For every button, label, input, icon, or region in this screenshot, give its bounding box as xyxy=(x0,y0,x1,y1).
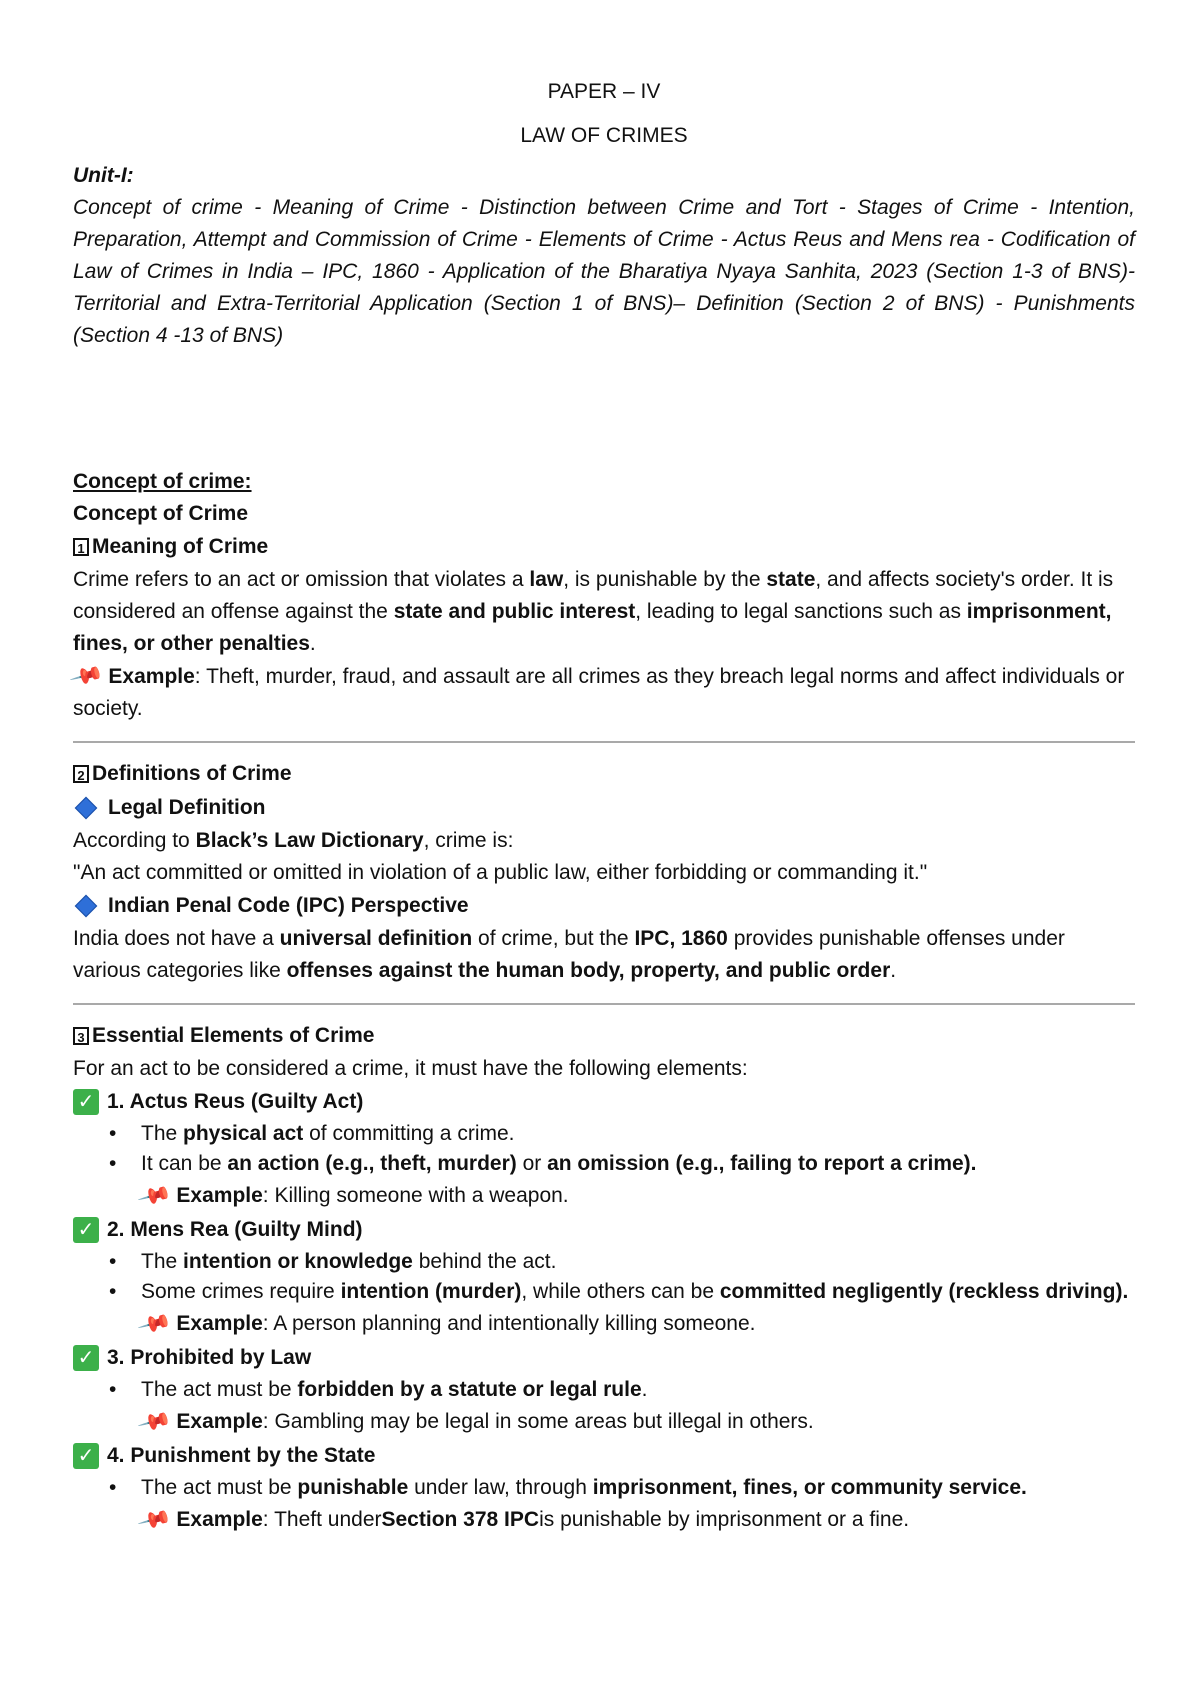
elements-intro: For an act to be considered a crime, it must have the following elements: xyxy=(73,1057,748,1080)
element-3-example: 📌 Example : Gambling may be legal in some areas but illegal in others. xyxy=(73,1405,1135,1439)
check-mark-icon: ✓ xyxy=(73,1345,99,1371)
definitions-heading xyxy=(73,757,1135,791)
element-4-list xyxy=(73,1473,1135,1503)
element-2-example: 📌 Example : A person planning and intentionally killing someone. xyxy=(73,1307,1135,1341)
ipc-perspective-heading: Indian Penal Code (IPC) Perspective xyxy=(73,889,1135,923)
subject-title: LAW OF CRIMES xyxy=(520,124,688,147)
divider xyxy=(73,1003,1135,1005)
pushpin-icon: 📌 xyxy=(136,1177,174,1214)
document-page xyxy=(68,70,1135,1538)
elements-heading xyxy=(73,1019,1135,1053)
list-item: • It can be an action (e.g., theft, murder) or an omission (e.g., failing to report a crime). xyxy=(141,1149,1135,1179)
list-item: • The act must be punishable under law, through imprisonment, fines, or community service. xyxy=(141,1473,1135,1503)
meaning-example: 📌 Example: Theft, murder, fraud, and assault are all crimes as they breach legal norms and affect individuals or society. xyxy=(73,660,1135,725)
element-3-list xyxy=(73,1375,1135,1405)
check-mark-icon: ✓ xyxy=(73,1217,99,1243)
concept-heading: Concept of Crime xyxy=(73,502,249,525)
pushpin-icon: 📌 xyxy=(68,657,106,694)
unit-syllabus: Concept of crime - Meaning of Crime - Distinction between Crime and Tort - Stages of Crime - Intention, Preparation, Attempt and Commission of Crime - Elements of Crime - Actus Reus and Mens rea - Codification of Law of Crimes in India – IPC, 1860 - Application of the Bharatiya Nyaya Sanhita, 2023 (Section 1-3 of BNS)- Territorial and Extra-Territorial Application (Section 1 of BNS)– Definition (Section 2 of BNS) - Punishments (Section 4 -13 of BNS) xyxy=(73,196,1135,347)
check-mark-icon: ✓ xyxy=(73,1443,99,1469)
blue-diamond-icon xyxy=(75,797,98,820)
blue-diamond-icon xyxy=(75,895,98,918)
pushpin-icon: 📌 xyxy=(136,1305,174,1342)
legal-definition-text: According to Black’s Law Dictionary, crime is: xyxy=(73,829,514,852)
ipc-perspective-text: India does not have a universal definition of crime, but the IPC, 1860 provides punishable offenses under various categories like offenses against the human body, property, and public order. xyxy=(73,927,1065,982)
meaning-paragraph: Crime refers to an act or omission that violates a law, is punishable by the state, and affects society's order. It is considered an offense against the state and public interest, leading to legal sanctions such as imprisonment, fines, or other penalties. xyxy=(73,568,1114,655)
pushpin-icon: 📌 xyxy=(136,1501,174,1538)
meaning-heading xyxy=(73,530,1135,564)
element-2-heading: ✓ 2. Mens Rea (Guilty Mind) xyxy=(73,1213,1135,1247)
paper-number: PAPER – IV xyxy=(547,80,661,103)
number-3-icon: 3 xyxy=(73,1027,89,1045)
element-1-example: 📌 Example : Killing someone with a weapon. xyxy=(73,1179,1135,1213)
number-2-icon: 2 xyxy=(73,765,89,783)
section-heading-concept: Concept of crime: xyxy=(73,470,252,493)
element-4-heading: ✓ 4. Punishment by the State xyxy=(73,1439,1135,1473)
element-3-heading: ✓ 3. Prohibited by Law xyxy=(73,1341,1135,1375)
element-1-heading: ✓ 1. Actus Reus (Guilty Act) xyxy=(73,1085,1135,1119)
check-mark-icon: ✓ xyxy=(73,1089,99,1115)
list-item: • Some crimes require intention (murder), while others can be committed negligently (reckless driving). xyxy=(141,1277,1135,1307)
list-item: • The intention or knowledge behind the act. xyxy=(141,1247,1135,1277)
element-2-list xyxy=(73,1247,1135,1307)
number-1-icon: 1 xyxy=(73,538,89,556)
definitions-title: Definitions of Crime xyxy=(92,762,292,785)
elements-title: Essential Elements of Crime xyxy=(92,1024,375,1047)
element-1-list xyxy=(73,1119,1135,1179)
legal-definition-heading: Legal Definition xyxy=(73,791,1135,825)
divider xyxy=(73,741,1135,743)
pushpin-icon: 📌 xyxy=(136,1403,174,1440)
element-4-example: 📌 Example : Theft under Section 378 IPC is punishable by imprisonment or a fine. xyxy=(73,1503,1135,1537)
list-item: • The act must be forbidden by a statute or legal rule. xyxy=(141,1375,1135,1405)
unit-label: Unit-I: xyxy=(73,164,134,187)
list-item: • The physical act of committing a crime. xyxy=(141,1119,1135,1149)
meaning-title: Meaning of Crime xyxy=(92,535,269,558)
legal-definition-quote: "An act committed or omitted in violation of a public law, either forbidding or commanding it." xyxy=(73,861,928,884)
